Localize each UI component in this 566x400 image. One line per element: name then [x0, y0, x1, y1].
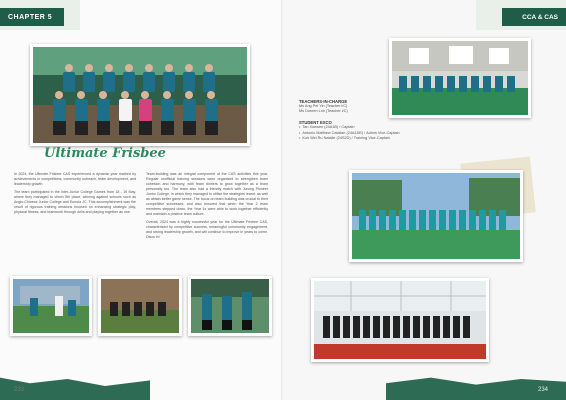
torn-paper-decor	[0, 372, 150, 400]
torn-paper-decor-right	[386, 372, 566, 400]
action-photo-1	[10, 276, 92, 336]
group-indoor-photo	[311, 278, 489, 362]
section-title: Ultimate Frisbee	[44, 146, 166, 161]
chapter-label: CHAPTER 5	[0, 8, 64, 26]
paragraph-3: Team-building was an integral component of the CAS activities this year. Regular unofficial training sessions were organised to strengthen team cohesion and harmony, with team dinners to grow together as a team personally too. The team also had a friendly match with Jurong Pioneer Junior College, in which they managed to utilise the strategies learnt, as well as abtain better game sense. The focus on team building was crucial to their competitive successes, and also ensured that when the Year 2 team members stepped down, the Year 1s were able to work together efficiently and maintain a positive team culture.	[146, 172, 268, 216]
teacher-1: Ms Ang Pei Yin (Teacher i/C)	[299, 104, 348, 108]
body-column-1	[14, 172, 136, 272]
team-photo-frame	[30, 44, 250, 146]
team-photo	[33, 47, 247, 143]
page-number-left: 233	[14, 387, 25, 393]
exco-member-1: • Tan Xuewen (24A1B) / Captain	[299, 125, 355, 130]
teachers-heading: TEACHERS-IN-CHARGE	[299, 99, 348, 104]
page-number-right: 234	[537, 387, 548, 393]
paragraph-2: The team participated in the Inter-Junior College Games from 18 - 19 May, where they managed to clinch 5th place, winning against schools such as Anglo-Chinese Junior College and Eunoia JC. This accomplishment was the result of rigorous training sessions focused on enhancing strategic play, physical fitness, and teamwork through drills and playing together as one.	[14, 190, 136, 214]
exco-member-2: • Antonio Matthew Calallan (24A1DE) / Admin Vice-Captain	[299, 130, 400, 135]
paragraph-1: In 2024, the Ultimate Frisbee CAS experienced a dynamic year marked by achievements in competitions, community outreach, team development, and leadership growth.	[14, 172, 136, 186]
exco-member-3-text: Koh Wei Ru Natalie (24S2D) / Training Vice-Captain	[302, 135, 390, 140]
exco-member-2-text: Antonio Matthew Calallan (24A1DE) / Admin Vice-Captain	[302, 130, 400, 135]
info-block	[299, 96, 419, 141]
action-photo-2	[98, 276, 182, 336]
right-page	[283, 0, 566, 400]
section-label: CCA & CAS	[502, 8, 566, 26]
action-photo-3	[188, 276, 272, 336]
paragraph-4: Overall, 2024 was a highly successful year for the Ultimate Frisbee CAS, characterised by competitive success, meaningful community engagement, and strong leadership growth, and will continue to improve in years to come. Discs in!	[146, 220, 268, 239]
exco-member-1-text: Tan Xuewen (24A1B) / Captain	[302, 125, 355, 130]
exco-heading: STUDENT EXCO	[299, 120, 332, 126]
exco-member-3: • Koh Wei Ru Natalie (24S2D) / Training Vice-Captain	[299, 135, 390, 140]
body-column-2	[146, 172, 268, 272]
team-celebration-photo	[349, 170, 523, 262]
teacher-2: Ms Doreen Loh (Teacher i/C)	[299, 109, 348, 114]
